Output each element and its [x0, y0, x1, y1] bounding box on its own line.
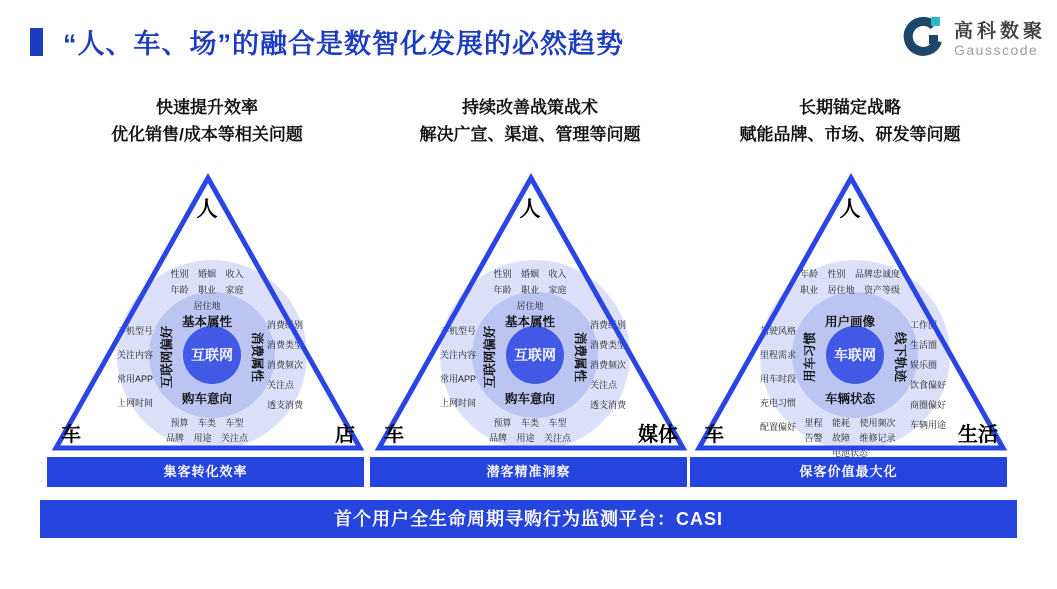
outer-attr-item: 消费频次: [267, 360, 304, 370]
triangle-area: [47, 170, 367, 460]
outer-attr-row: 品牌 用途 关注点: [488, 433, 571, 443]
outer-attr-row: 年龄 职业 家庭: [493, 285, 567, 295]
corner-right-label: 生活: [958, 424, 998, 446]
ring-label-right: 消费属性: [573, 331, 587, 382]
outer-attrs-top: [690, 266, 1010, 298]
outer-attr-item: 常用APP: [439, 374, 476, 384]
outer-attr-row: 预算 车类 车型: [170, 418, 244, 428]
ring-label-bottom: 车辆状态: [824, 392, 875, 406]
title-accent-bar: [30, 28, 43, 56]
metric-bar: 集客转化效率: [47, 457, 364, 487]
outer-attr-row: 电池状态: [831, 448, 868, 458]
outer-attr-row: 性别 婚姻 收入: [493, 269, 567, 279]
corner-right-label: 媒体: [638, 424, 678, 446]
title-block: [30, 22, 624, 61]
corner-right-label: 店: [335, 424, 355, 446]
ring-label-left: 互联网偏好: [160, 325, 174, 389]
outer-attr-item: 车辆用途: [910, 420, 947, 430]
outer-attrs-bottom: [47, 416, 367, 446]
ring-label-right: 消费属性: [250, 331, 264, 382]
column-header-line: 优化销售/成本等相关问题: [111, 125, 303, 144]
outer-attr-row: 告警 故障 维修记录: [804, 433, 896, 443]
outer-attr-item: 关注内容: [116, 350, 153, 360]
outer-attr-item: 关注内容: [439, 350, 476, 360]
column-header-line: 持续改善战策战术: [462, 98, 598, 117]
outer-attr-row: 职业 居住地 资产等级: [799, 285, 900, 295]
outer-attr-row: 居住地: [193, 301, 221, 311]
ring-label-left: 互联网偏好: [483, 325, 497, 389]
ring-label-right: 线下轨迹: [893, 331, 907, 382]
outer-attr-item: 关注点: [590, 380, 618, 390]
outer-attr-item: 上网时间: [116, 398, 153, 408]
triangle-column: [690, 88, 1010, 508]
outer-attr-item: 配置偏好: [759, 422, 796, 432]
ring-label-top: 用户画像: [824, 315, 875, 329]
outer-attr-row: 年龄 职业 家庭: [170, 285, 244, 295]
ring-label-bottom: 购车意向: [181, 392, 232, 406]
metric-bar: 潜客精准洞察: [370, 457, 687, 487]
outer-attr-item: 消费类型: [267, 340, 304, 350]
ring-label-top: 基本属性: [504, 315, 555, 329]
outer-attr-row: 里程 能耗 使用频次: [804, 418, 896, 428]
triangle-area: [690, 170, 1010, 460]
ring-label-top: 基本属性: [181, 315, 232, 329]
outer-attr-item: 消费级别: [590, 320, 627, 330]
outer-attr-row: 年龄 性别 品牌忠诚度: [799, 269, 900, 279]
column-header-line: 解决广宣、渠道、管理等问题: [419, 125, 641, 144]
column-header: [370, 88, 690, 148]
logo-text-cn: 高科数聚: [954, 20, 1047, 42]
persona-circle-center: 互联网: [183, 326, 241, 384]
outer-attr-item: 手机型号: [116, 326, 153, 336]
apex-label: 人: [519, 198, 541, 221]
ring-label-bottom: 购车意向: [504, 392, 555, 406]
outer-attr-item: 透支消费: [590, 400, 627, 410]
outer-attr-item: 生活圈: [910, 340, 938, 350]
page-title: “人、车、场”的融合是数智化发展的必然趋势: [63, 29, 624, 59]
column-header-line: 赋能品牌、市场、研发等问题: [739, 125, 961, 144]
logo-text: [954, 21, 1046, 58]
outer-attr-item: 消费类型: [590, 340, 627, 350]
outer-attrs-left: [384, 324, 476, 409]
outer-attr-item: 透支消费: [267, 400, 304, 410]
outer-attr-item: 充电习惯: [759, 398, 796, 408]
platform-banner: 首个用户全生命周期寻购行为监测平台：CASI: [40, 500, 1017, 538]
outer-attr-item: 商圈偏好: [910, 400, 947, 410]
column-header-line: 长期锚定战略: [799, 98, 901, 117]
triangle-column: [370, 88, 690, 508]
corner-left-label: 车: [384, 424, 404, 446]
outer-attrs-top: [47, 266, 367, 314]
persona-circle-center: 互联网: [506, 326, 564, 384]
triangle-column: [47, 88, 367, 508]
column-header: [47, 88, 367, 148]
ring-label-left: 用车习惯: [803, 332, 817, 383]
gausscode-logo: [900, 16, 1046, 62]
triangle-area: [370, 170, 690, 460]
outer-attrs-left: [61, 324, 153, 409]
column-header-line: 快速提升效率: [156, 98, 258, 117]
outer-attr-row: 预算 车类 车型: [493, 418, 567, 428]
outer-attr-item: 用车时段: [759, 374, 796, 384]
gausscode-logo-icon: [900, 16, 946, 62]
outer-attr-item: 娱乐圈: [910, 360, 938, 370]
apex-label: 人: [196, 198, 218, 221]
outer-attr-item: 饮食偏好: [910, 380, 947, 390]
outer-attr-item: 关注点: [267, 380, 295, 390]
outer-attr-row: 品牌 用途 关注点: [165, 433, 248, 443]
column-header: [690, 88, 1010, 148]
outer-attr-row: 居住地: [516, 301, 544, 311]
outer-attr-item: 消费级别: [267, 320, 304, 330]
outer-attr-item: 手机型号: [439, 326, 476, 336]
outer-attr-item: 驾驶风格: [759, 326, 796, 336]
metric-bar: 保客价值最大化: [690, 457, 1007, 487]
outer-attr-item: 工作圈: [910, 320, 938, 330]
outer-attrs-right: [267, 318, 303, 411]
outer-attr-item: 里程需求: [759, 350, 796, 360]
outer-attr-row: 性别 婚姻 收入: [170, 269, 244, 279]
corner-left-label: 车: [61, 424, 81, 446]
apex-label: 人: [839, 198, 861, 221]
corner-left-label: 车: [704, 424, 724, 446]
outer-attr-item: 常用APP: [116, 374, 153, 384]
outer-attr-item: 消费频次: [590, 360, 627, 370]
outer-attrs-right: [910, 318, 946, 431]
logo-text-en: Gausscode: [954, 41, 1039, 58]
persona-circle-center: 车联网: [826, 326, 884, 384]
outer-attrs-right: [590, 318, 626, 411]
outer-attr-item: 上网时间: [439, 398, 476, 408]
outer-attrs-top: [370, 266, 690, 314]
